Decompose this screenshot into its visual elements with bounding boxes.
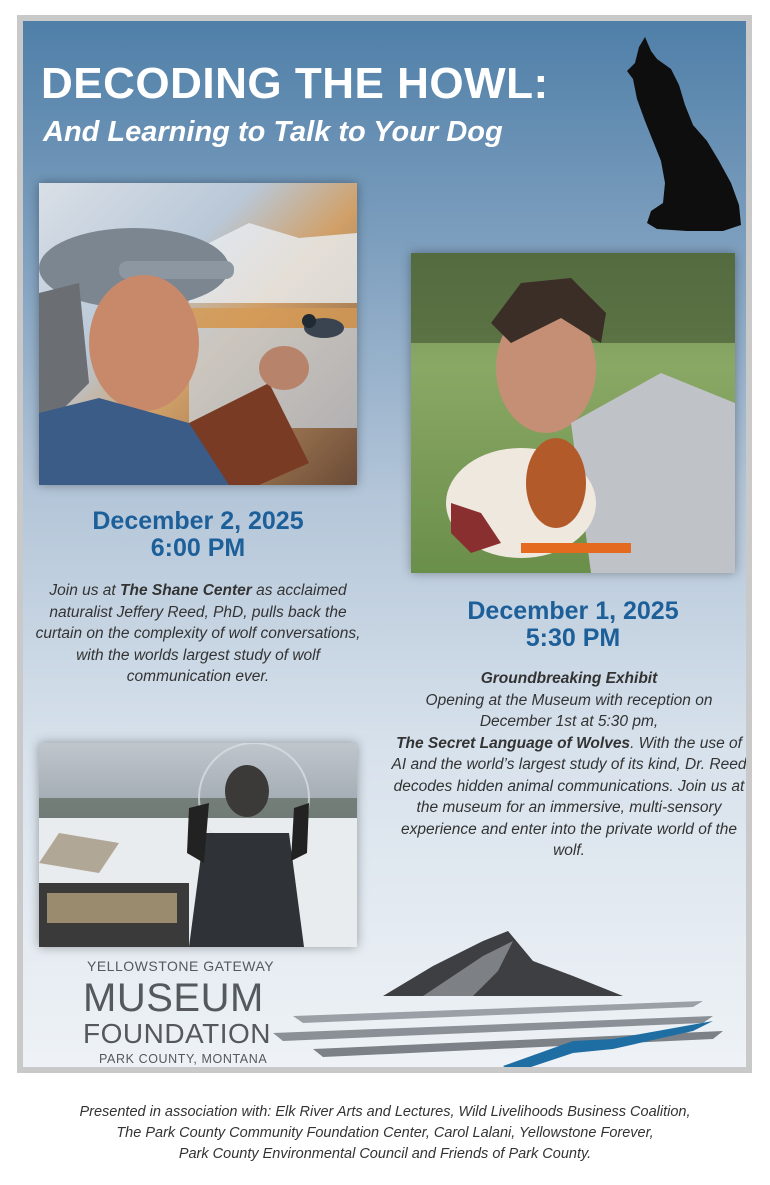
logo-line-museum: MUSEUM: [83, 976, 264, 1020]
howling-wolf-icon: [623, 33, 743, 233]
event1-text-a: Join us at: [49, 582, 121, 599]
event1-text-b: as acclaimed naturalist Jeffery Reed, PhD, pulls back the curtain on the complexity of wolf conversations, with the worlds largest study of wolf communication ever.: [35, 582, 361, 685]
logo-line-park-county: PARK COUNTY, MONTANA: [99, 1052, 268, 1066]
footer-line-3: Park County Environmental Council and Friends of Park County.: [178, 1146, 592, 1162]
event1-date: December 2, 2025: [92, 507, 304, 535]
footer-line-2: The Park County Community Foundation Center, Carol Lalani, Yellowstone Forever,: [116, 1125, 654, 1141]
event2-exhibit-name: The Secret Language of Wolves: [396, 734, 631, 752]
sponsors-footer: [0, 1102, 770, 1165]
event-poster: [17, 15, 752, 1073]
event1-datetime: [39, 508, 357, 562]
event2-datetime: [411, 598, 735, 652]
event2-heading: Groundbreaking Exhibit: [480, 670, 658, 687]
event2-date: December 1, 2025: [467, 597, 679, 625]
event2-description: [391, 668, 747, 862]
event2-text-a: Opening at the Museum with reception on December 1st at 5:30 pm,: [425, 691, 713, 730]
logo-line-yellowstone: YELLOWSTONE GATEWAY: [87, 958, 275, 974]
naturalist-with-bird-photo: [39, 183, 357, 485]
wolf-exhibit-listener-photo: [39, 743, 357, 947]
man-with-dog-photo: [411, 253, 735, 573]
poster-title: DECODING THE HOWL:: [41, 59, 549, 108]
logo-line-foundation: FOUNDATION: [83, 1018, 272, 1049]
footer-line-1: Presented in association with: Elk River Arts and Lectures, Wild Livelihoods Business Coalition,: [79, 1104, 691, 1120]
mountain-logo-graphic: [273, 921, 733, 1073]
event1-time: 6:00 PM: [150, 534, 246, 562]
event1-description: [33, 580, 363, 688]
event2-time: 5:30 PM: [525, 624, 621, 652]
event1-venue: The Shane Center: [120, 582, 252, 599]
poster-subtitle: And Learning to Talk to Your Dog: [43, 116, 503, 148]
event2-text-b: . With the use of AI and the world’s largest study of its kind, Dr. Reed decodes hidden animal communications. Join us at the museum for an immersive, multi-sensory experience and enter into the private world of the wolf.: [391, 734, 747, 859]
